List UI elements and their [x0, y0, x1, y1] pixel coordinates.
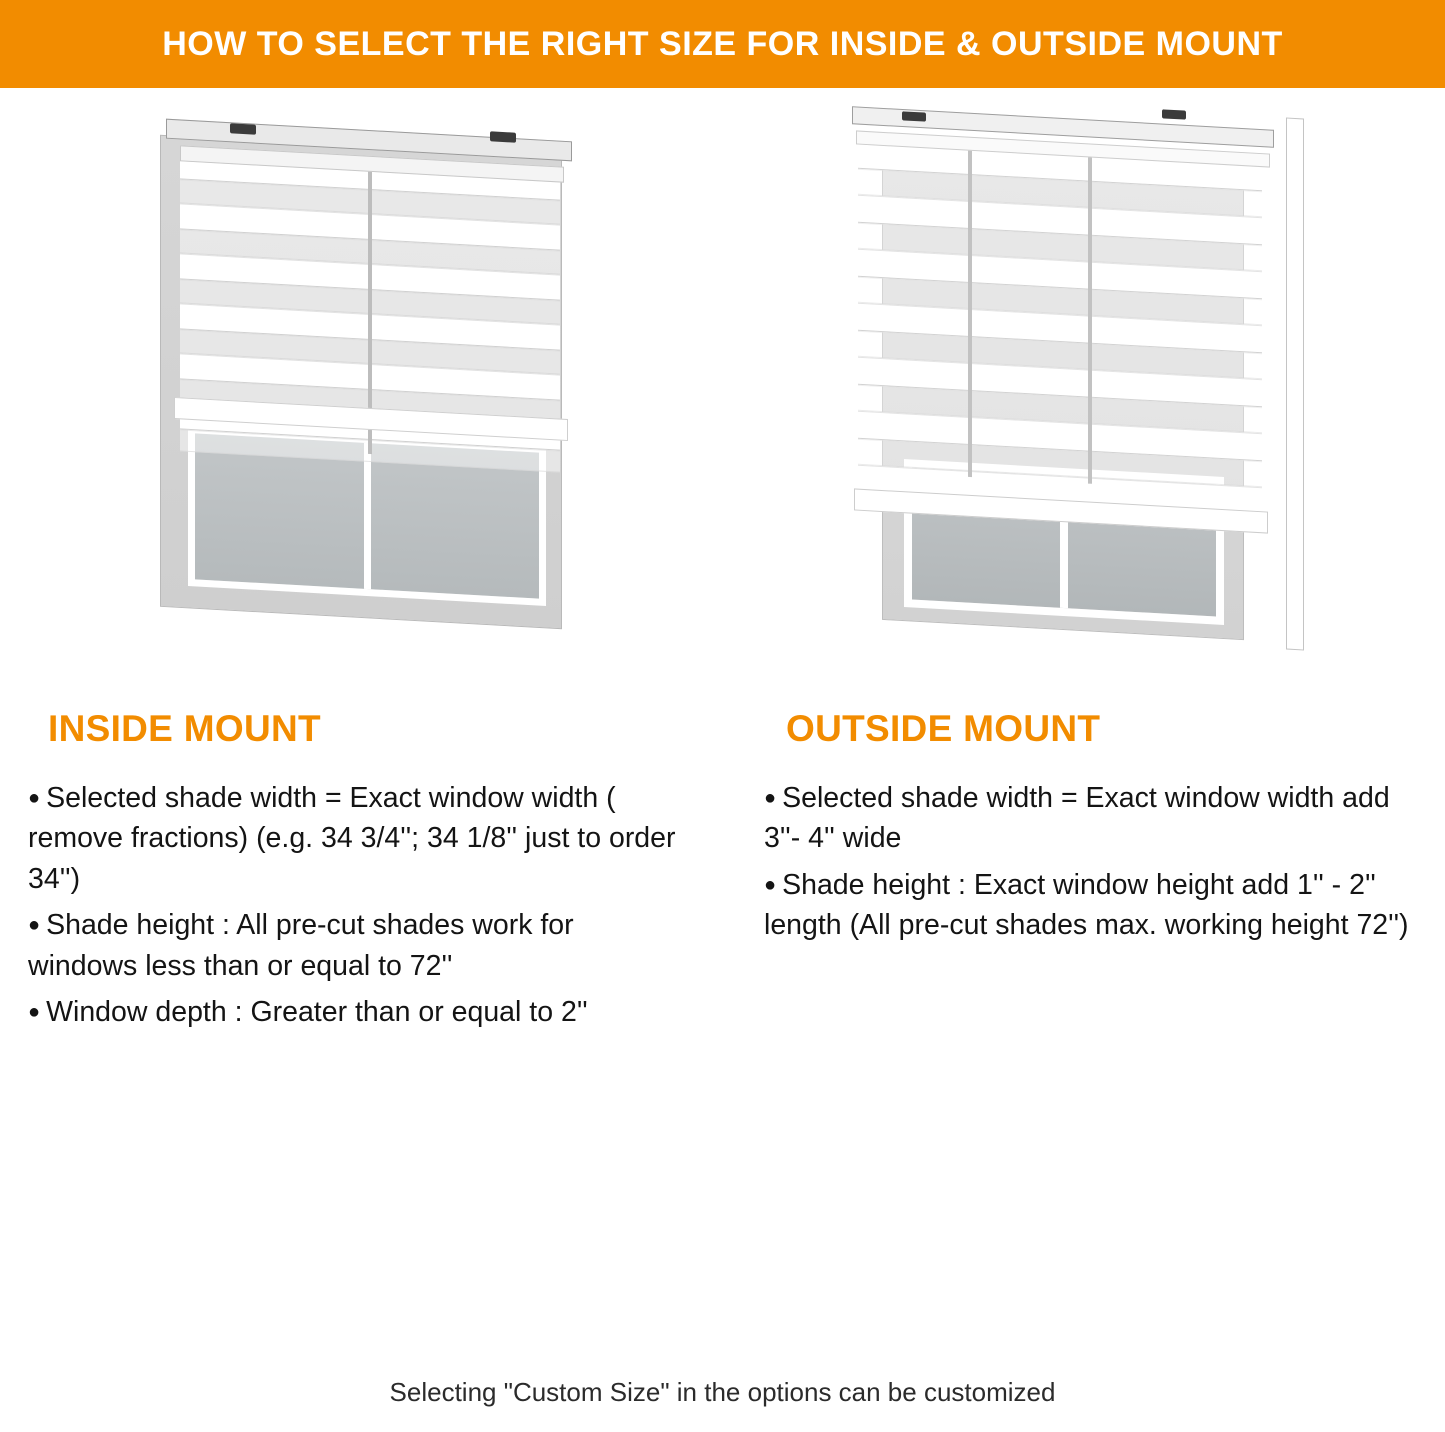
list-item-text: Shade height : Exact window height add 1'' - 2'' length (All pre-cut shades max. working height 72'') — [764, 868, 1409, 942]
shade-cord-icon — [1088, 154, 1092, 484]
zebra-shade-outside — [858, 141, 1262, 514]
bullet-dot-icon: ● — [28, 787, 41, 809]
footer-note: Selecting "Custom Size" in the options can be customized — [389, 1377, 1056, 1407]
list-item — [28, 905, 682, 986]
mounting-bracket-icon — [1162, 109, 1186, 119]
list-item-text: Window depth : Greater than or equal to 2'' — [46, 996, 588, 1029]
list-item-text: Selected shade width = Exact window width add 3''- 4'' wide — [764, 782, 1390, 855]
list-item — [764, 778, 1420, 859]
list-item — [28, 778, 682, 899]
bullet-dot-icon: ● — [764, 787, 777, 809]
shade-side-channel — [1286, 117, 1304, 650]
mounting-bracket-icon — [230, 123, 256, 134]
outside-mount-column — [722, 708, 1444, 1039]
outside-mount-bullets — [764, 778, 1420, 946]
page-title: HOW TO SELECT THE RIGHT SIZE FOR INSIDE & OUTSIDE MOUNT — [162, 24, 1283, 63]
mounting-bracket-icon — [490, 131, 516, 142]
list-item — [764, 865, 1420, 946]
instructions-row — [0, 708, 1445, 1039]
inside-mount-title: INSIDE MOUNT — [48, 708, 321, 749]
bullet-dot-icon: ● — [28, 914, 41, 937]
shade-cord-icon — [968, 147, 972, 477]
outside-mount-illustration — [722, 88, 1444, 708]
inside-mount-bullets — [28, 778, 682, 1033]
bullet-dot-icon: ● — [28, 1001, 41, 1024]
illustration-row — [0, 88, 1445, 708]
header-banner — [0, 0, 1445, 88]
list-item — [28, 992, 682, 1032]
mounting-bracket-icon — [902, 111, 926, 121]
list-item-text: Shade height : All pre-cut shades work for windows less than or equal to 72'' — [28, 909, 574, 982]
inside-mount-column — [0, 708, 722, 1039]
inside-mount-illustration — [0, 88, 722, 708]
list-item-text: Selected shade width = Exact window width ( remove fractions) (e.g. 34 3/4''; 34 1/8'' just to order 34'') — [28, 782, 676, 895]
bullet-dot-icon: ● — [764, 873, 777, 896]
outside-mount-title: OUTSIDE MOUNT — [786, 708, 1101, 749]
window-mullion-icon — [364, 443, 371, 589]
